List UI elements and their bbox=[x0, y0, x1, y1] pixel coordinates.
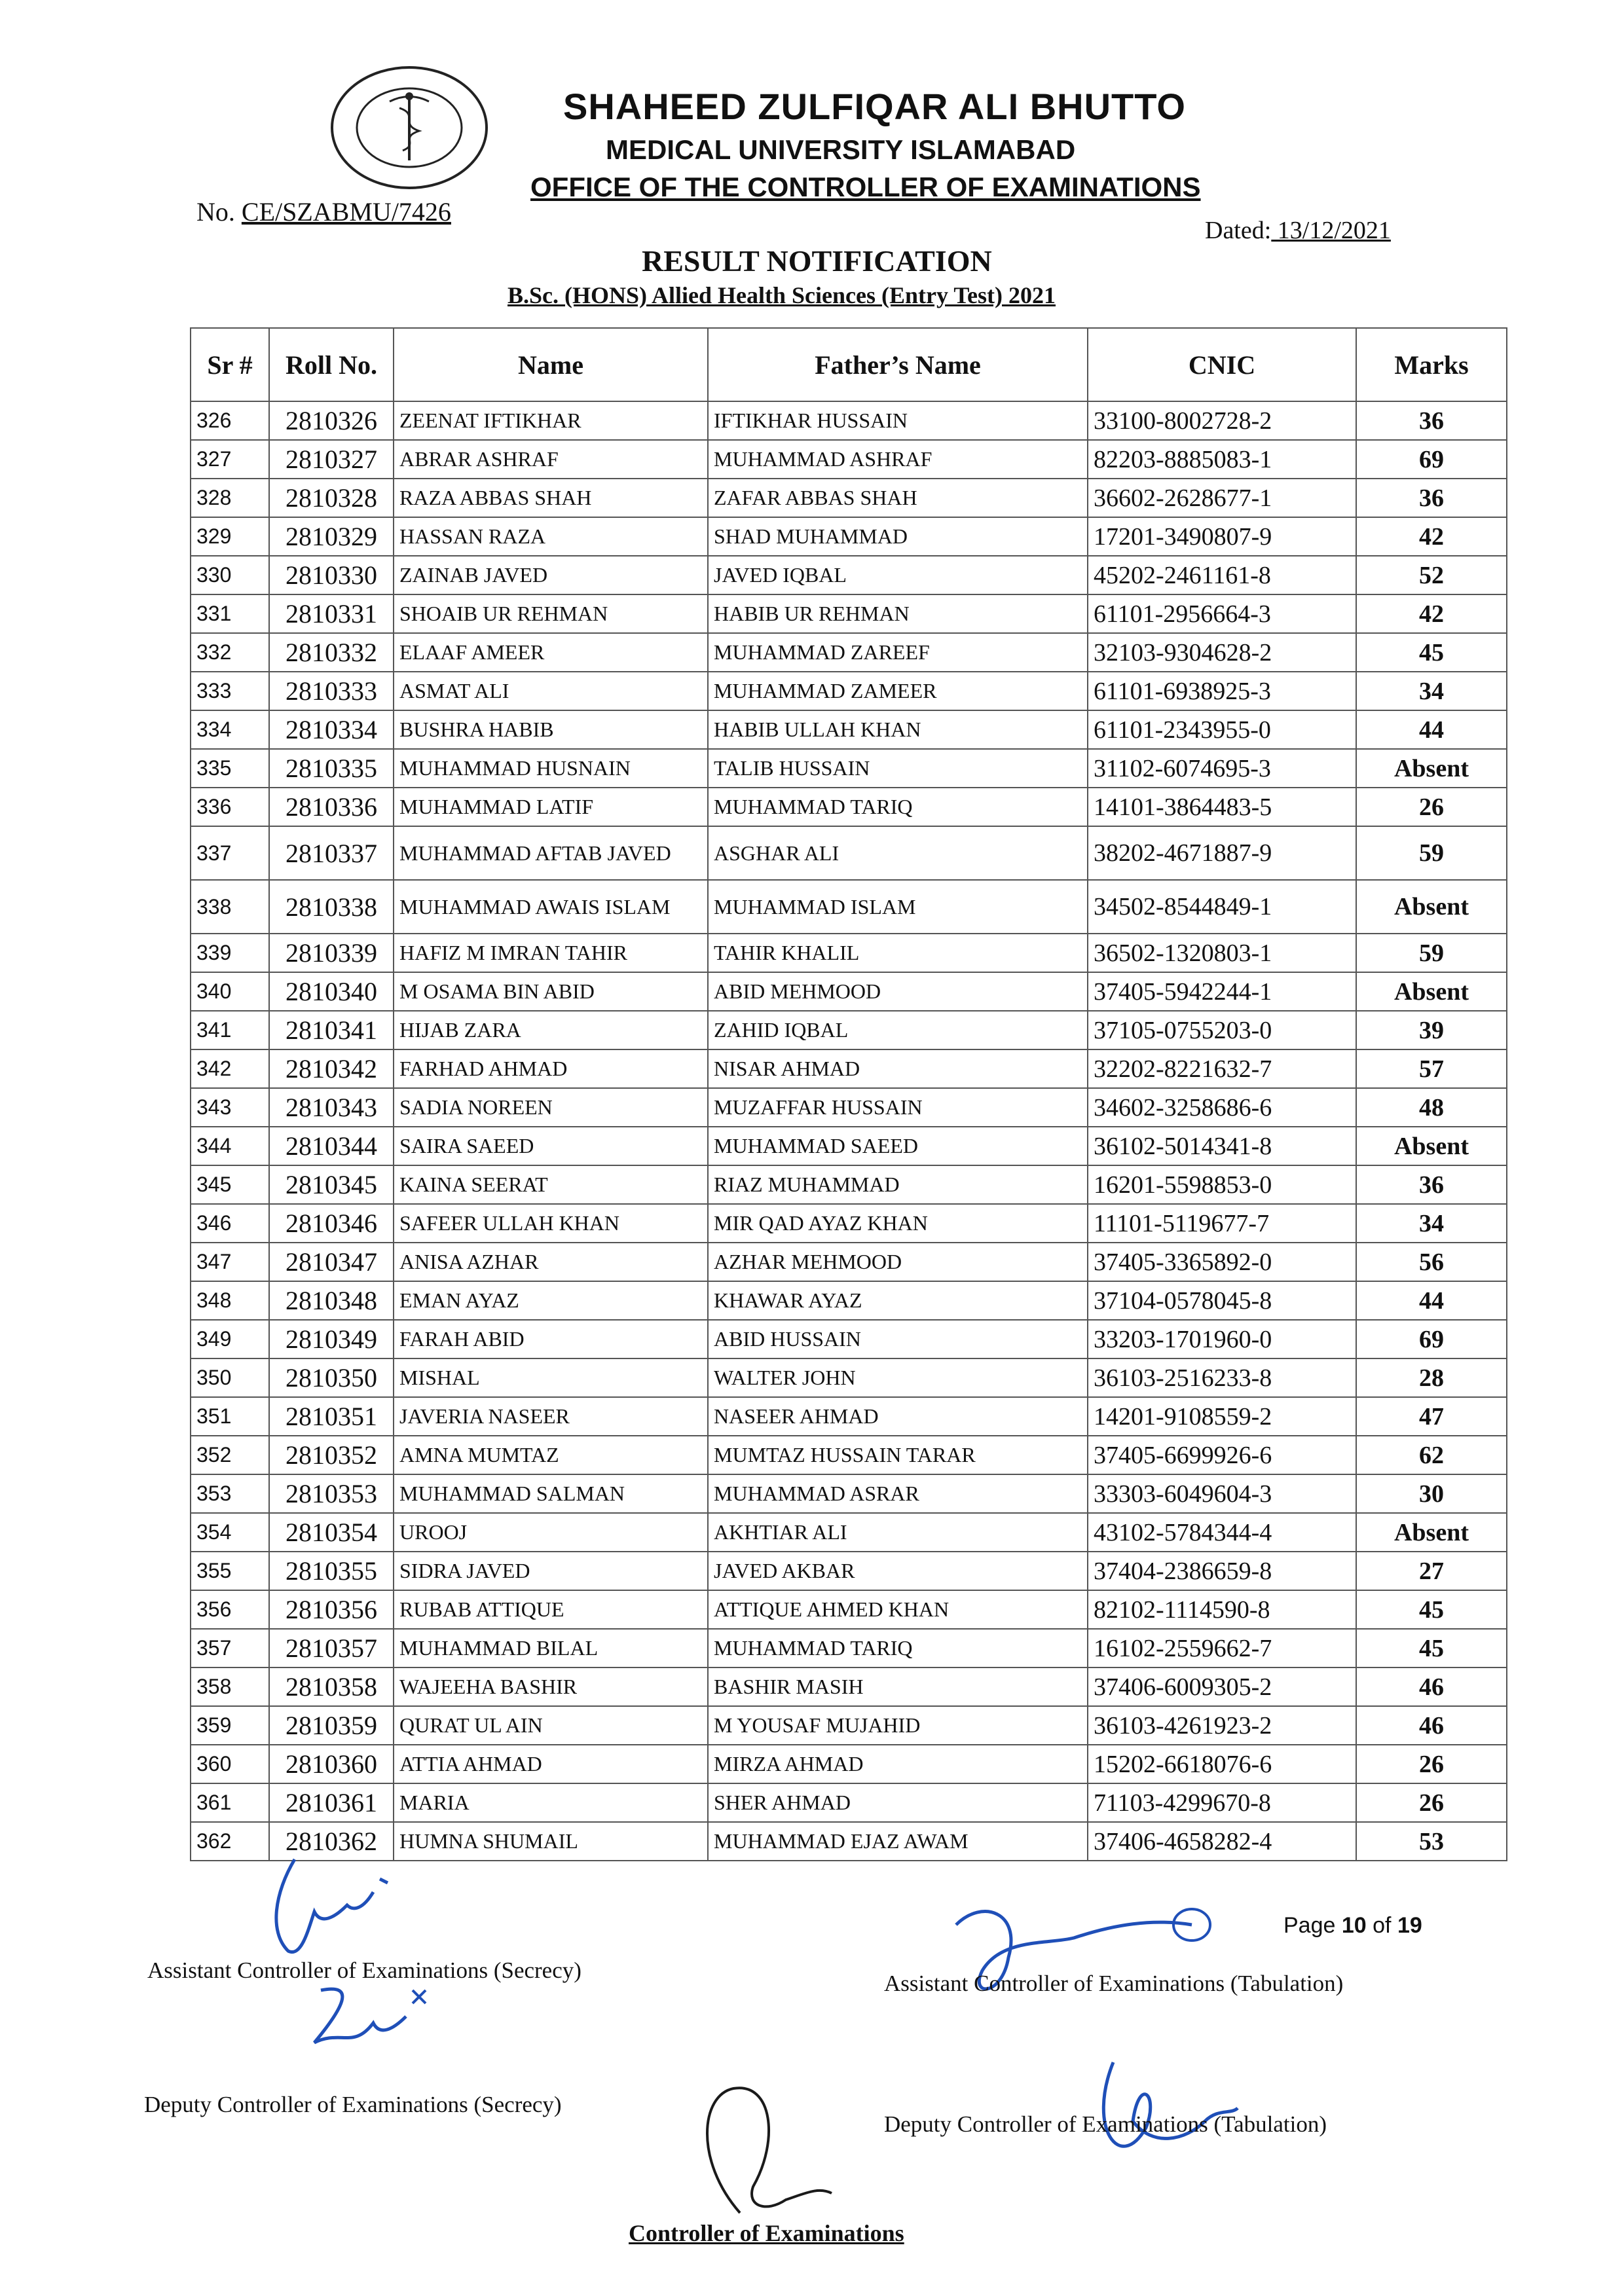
cell-father-name: RIAZ MUHAMMAD bbox=[708, 1165, 1088, 1204]
table-body bbox=[191, 401, 1507, 1861]
cell-roll-no: 2810361 bbox=[269, 1783, 394, 1822]
cell-father-name: ZAHID IQBAL bbox=[708, 1011, 1088, 1049]
table-row bbox=[191, 1436, 1507, 1474]
cell-sr: 350 bbox=[191, 1358, 269, 1397]
cell-sr: 354 bbox=[191, 1513, 269, 1552]
cell-name: MISHAL bbox=[394, 1358, 708, 1397]
cell-roll-no: 2810356 bbox=[269, 1590, 394, 1629]
cell-name: ASMAT ALI bbox=[394, 672, 708, 710]
cell-marks: 53 bbox=[1356, 1822, 1507, 1861]
cell-roll-no: 2810340 bbox=[269, 972, 394, 1011]
col-header-sr: Sr # bbox=[191, 328, 269, 401]
cell-cnic: 34502-8544849-1 bbox=[1088, 880, 1356, 934]
table-row bbox=[191, 749, 1507, 788]
cell-name: MUHAMMAD AWAIS ISLAM bbox=[394, 880, 708, 934]
cell-father-name: MUHAMMAD ASRAR bbox=[708, 1474, 1088, 1513]
cell-name: SAIRA SAEED bbox=[394, 1127, 708, 1165]
cell-marks: 46 bbox=[1356, 1706, 1507, 1745]
table-row bbox=[191, 1358, 1507, 1397]
cell-name: SAFEER ULLAH KHAN bbox=[394, 1204, 708, 1243]
cell-father-name: WALTER JOHN bbox=[708, 1358, 1088, 1397]
cell-name: SHOAIB UR REHMAN bbox=[394, 594, 708, 633]
cell-cnic: 37405-3365892-0 bbox=[1088, 1243, 1356, 1281]
cell-sr: 348 bbox=[191, 1281, 269, 1320]
ref-label: No. bbox=[196, 197, 235, 227]
table-row bbox=[191, 556, 1507, 594]
cell-name: ABRAR ASHRAF bbox=[394, 440, 708, 479]
cell-cnic: 14101-3864483-5 bbox=[1088, 788, 1356, 826]
cell-sr: 328 bbox=[191, 479, 269, 517]
cell-cnic: 61101-2956664-3 bbox=[1088, 594, 1356, 633]
cell-cnic: 37104-0578045-8 bbox=[1088, 1281, 1356, 1320]
sig-label-deputy-secrecy: Deputy Controller of Examinations (Secrecy) bbox=[144, 2092, 562, 2117]
cell-name: HAFIZ M IMRAN TAHIR bbox=[394, 934, 708, 972]
cell-sr: 330 bbox=[191, 556, 269, 594]
table-row bbox=[191, 1281, 1507, 1320]
cell-sr: 347 bbox=[191, 1243, 269, 1281]
cell-father-name: AKHTIAR ALI bbox=[708, 1513, 1088, 1552]
cell-name: QURAT UL AIN bbox=[394, 1706, 708, 1745]
cell-father-name: MUHAMMAD SAEED bbox=[708, 1127, 1088, 1165]
cell-marks: 45 bbox=[1356, 633, 1507, 672]
table-row bbox=[191, 1165, 1507, 1204]
cell-roll-no: 2810326 bbox=[269, 401, 394, 440]
cell-roll-no: 2810328 bbox=[269, 479, 394, 517]
cell-cnic: 34602-3258686-6 bbox=[1088, 1088, 1356, 1127]
cell-cnic: 37406-4658282-4 bbox=[1088, 1822, 1356, 1861]
table-row bbox=[191, 1629, 1507, 1667]
university-logo bbox=[324, 62, 494, 193]
cell-marks: 36 bbox=[1356, 401, 1507, 440]
table-row bbox=[191, 1320, 1507, 1358]
cell-cnic: 37105-0755203-0 bbox=[1088, 1011, 1356, 1049]
date-line bbox=[1205, 216, 1391, 245]
cell-cnic: 14201-9108559-2 bbox=[1088, 1397, 1356, 1436]
cell-cnic: 16201-5598853-0 bbox=[1088, 1165, 1356, 1204]
dated-value: 13/12/2021 bbox=[1271, 217, 1391, 244]
cell-father-name: MIRZA AHMAD bbox=[708, 1745, 1088, 1783]
cell-cnic: 15202-6618076-6 bbox=[1088, 1745, 1356, 1783]
cell-roll-no: 2810344 bbox=[269, 1127, 394, 1165]
table-row bbox=[191, 1127, 1507, 1165]
cell-sr: 343 bbox=[191, 1088, 269, 1127]
table-row bbox=[191, 934, 1507, 972]
cell-roll-no: 2810353 bbox=[269, 1474, 394, 1513]
cell-marks: Absent bbox=[1356, 880, 1507, 934]
cell-sr: 361 bbox=[191, 1783, 269, 1822]
cell-marks: 30 bbox=[1356, 1474, 1507, 1513]
col-header-marks: Marks bbox=[1356, 328, 1507, 401]
cell-cnic: 36103-2516233-8 bbox=[1088, 1358, 1356, 1397]
signature-controller-icon bbox=[681, 2082, 851, 2232]
cell-roll-no: 2810357 bbox=[269, 1629, 394, 1667]
cell-sr: 345 bbox=[191, 1165, 269, 1204]
sig-label-controller: Controller of Examinations bbox=[629, 2220, 904, 2246]
cell-marks: 28 bbox=[1356, 1358, 1507, 1397]
cell-sr: 335 bbox=[191, 749, 269, 788]
cell-roll-no: 2810327 bbox=[269, 440, 394, 479]
cell-marks: 46 bbox=[1356, 1667, 1507, 1706]
col-header-cnic: CNIC bbox=[1088, 328, 1356, 401]
cell-sr: 362 bbox=[191, 1822, 269, 1861]
cell-sr: 353 bbox=[191, 1474, 269, 1513]
cell-roll-no: 2810342 bbox=[269, 1049, 394, 1088]
cell-roll-no: 2810333 bbox=[269, 672, 394, 710]
cell-marks: 26 bbox=[1356, 788, 1507, 826]
cell-name: HASSAN RAZA bbox=[394, 517, 708, 556]
cell-roll-no: 2810355 bbox=[269, 1552, 394, 1590]
cell-name: MUHAMMAD HUSNAIN bbox=[394, 749, 708, 788]
cell-roll-no: 2810349 bbox=[269, 1320, 394, 1358]
dated-label: Dated: bbox=[1205, 217, 1272, 244]
cell-father-name: MUHAMMAD ZAREEF bbox=[708, 633, 1088, 672]
cell-father-name: ATTIQUE AHMED KHAN bbox=[708, 1590, 1088, 1629]
cell-sr: 346 bbox=[191, 1204, 269, 1243]
cell-father-name: JAVED AKBAR bbox=[708, 1552, 1088, 1590]
cell-marks: 48 bbox=[1356, 1088, 1507, 1127]
cell-marks: 69 bbox=[1356, 1320, 1507, 1358]
cell-father-name: MUHAMMAD EJAZ AWAM bbox=[708, 1822, 1088, 1861]
document-subtitle: B.Sc. (HONS) Allied Health Sciences (Entry Test) 2021 bbox=[507, 282, 1056, 308]
table-row bbox=[191, 1667, 1507, 1706]
table-row bbox=[191, 880, 1507, 934]
page-indicator bbox=[1283, 1913, 1422, 1939]
cell-name: SADIA NOREEN bbox=[394, 1088, 708, 1127]
table-row bbox=[191, 401, 1507, 440]
table-row bbox=[191, 1783, 1507, 1822]
cell-sr: 344 bbox=[191, 1127, 269, 1165]
cell-roll-no: 2810330 bbox=[269, 556, 394, 594]
table-row bbox=[191, 1552, 1507, 1590]
cell-name: AMNA MUMTAZ bbox=[394, 1436, 708, 1474]
cell-sr: 355 bbox=[191, 1552, 269, 1590]
cell-father-name: M YOUSAF MUJAHID bbox=[708, 1706, 1088, 1745]
signature-asst-tabulation-icon bbox=[943, 1899, 1218, 2016]
cell-cnic: 37406-6009305-2 bbox=[1088, 1667, 1356, 1706]
table-row bbox=[191, 1513, 1507, 1552]
ref-value: CE/SZABMU/7426 bbox=[241, 197, 451, 227]
cell-father-name: HABIB ULLAH KHAN bbox=[708, 710, 1088, 749]
cell-father-name: MUHAMMAD ASHRAF bbox=[708, 440, 1088, 479]
cell-marks: Absent bbox=[1356, 749, 1507, 788]
cell-cnic: 36103-4261923-2 bbox=[1088, 1706, 1356, 1745]
cell-roll-no: 2810347 bbox=[269, 1243, 394, 1281]
cell-name: FARHAD AHMAD bbox=[394, 1049, 708, 1088]
cell-cnic: 82102-1114590-8 bbox=[1088, 1590, 1356, 1629]
cell-name: M OSAMA BIN ABID bbox=[394, 972, 708, 1011]
table-row bbox=[191, 788, 1507, 826]
cell-name: ANISA AZHAR bbox=[394, 1243, 708, 1281]
cell-father-name: NISAR AHMAD bbox=[708, 1049, 1088, 1088]
cell-cnic: 32202-8221632-7 bbox=[1088, 1049, 1356, 1088]
cell-father-name: AZHAR MEHMOOD bbox=[708, 1243, 1088, 1281]
cell-name: ELAAF AMEER bbox=[394, 633, 708, 672]
cell-marks: 59 bbox=[1356, 934, 1507, 972]
cell-marks: 36 bbox=[1356, 479, 1507, 517]
cell-sr: 331 bbox=[191, 594, 269, 633]
cell-father-name: ZAFAR ABBAS SHAH bbox=[708, 479, 1088, 517]
cell-sr: 342 bbox=[191, 1049, 269, 1088]
table-row bbox=[191, 440, 1507, 479]
cell-name: WAJEEHA BASHIR bbox=[394, 1667, 708, 1706]
reference-number bbox=[196, 196, 451, 227]
cell-cnic: 45202-2461161-8 bbox=[1088, 556, 1356, 594]
table-row bbox=[191, 633, 1507, 672]
cell-roll-no: 2810362 bbox=[269, 1822, 394, 1861]
cell-roll-no: 2810338 bbox=[269, 880, 394, 934]
cell-sr: 329 bbox=[191, 517, 269, 556]
cell-marks: 59 bbox=[1356, 826, 1507, 880]
cell-sr: 327 bbox=[191, 440, 269, 479]
cell-father-name: NASEER AHMAD bbox=[708, 1397, 1088, 1436]
cell-roll-no: 2810335 bbox=[269, 749, 394, 788]
cell-marks: 56 bbox=[1356, 1243, 1507, 1281]
cell-sr: 340 bbox=[191, 972, 269, 1011]
cell-sr: 332 bbox=[191, 633, 269, 672]
cell-sr: 359 bbox=[191, 1706, 269, 1745]
cell-sr: 352 bbox=[191, 1436, 269, 1474]
cell-roll-no: 2810341 bbox=[269, 1011, 394, 1049]
page-of: of bbox=[1373, 1913, 1392, 1938]
cell-name: RAZA ABBAS SHAH bbox=[394, 479, 708, 517]
cell-cnic: 33203-1701960-0 bbox=[1088, 1320, 1356, 1358]
cell-name: MUHAMMAD LATIF bbox=[394, 788, 708, 826]
cell-name: ZAINAB JAVED bbox=[394, 556, 708, 594]
cell-name: JAVERIA NASEER bbox=[394, 1397, 708, 1436]
col-header-roll: Roll No. bbox=[269, 328, 394, 401]
cell-name: ATTIA AHMAD bbox=[394, 1745, 708, 1783]
cell-name: HUMNA SHUMAIL bbox=[394, 1822, 708, 1861]
cell-cnic: 17201-3490807-9 bbox=[1088, 517, 1356, 556]
cell-marks: 26 bbox=[1356, 1745, 1507, 1783]
table-row bbox=[191, 1049, 1507, 1088]
cell-sr: 349 bbox=[191, 1320, 269, 1358]
cell-cnic: 43102-5784344-4 bbox=[1088, 1513, 1356, 1552]
cell-roll-no: 2810351 bbox=[269, 1397, 394, 1436]
cell-roll-no: 2810359 bbox=[269, 1706, 394, 1745]
cell-roll-no: 2810329 bbox=[269, 517, 394, 556]
cell-cnic: 38202-4671887-9 bbox=[1088, 826, 1356, 880]
table-row bbox=[191, 594, 1507, 633]
table-row bbox=[191, 972, 1507, 1011]
sig-label-deputy-tabulation: Deputy Controller of Examinations (Tabulation) bbox=[884, 2111, 1327, 2137]
cell-cnic: 16102-2559662-7 bbox=[1088, 1629, 1356, 1667]
cell-cnic: 33303-6049604-3 bbox=[1088, 1474, 1356, 1513]
cell-marks: 44 bbox=[1356, 710, 1507, 749]
cell-sr: 356 bbox=[191, 1590, 269, 1629]
cell-roll-no: 2810336 bbox=[269, 788, 394, 826]
table-row bbox=[191, 1204, 1507, 1243]
cell-cnic: 36102-5014341-8 bbox=[1088, 1127, 1356, 1165]
cell-cnic: 37405-6699926-6 bbox=[1088, 1436, 1356, 1474]
cell-father-name: ABID HUSSAIN bbox=[708, 1320, 1088, 1358]
cell-cnic: 31102-6074695-3 bbox=[1088, 749, 1356, 788]
cell-father-name: MUZAFFAR HUSSAIN bbox=[708, 1088, 1088, 1127]
table-row bbox=[191, 1474, 1507, 1513]
document-title: RESULT NOTIFICATION bbox=[642, 244, 992, 278]
cell-father-name: IFTIKHAR HUSSAIN bbox=[708, 401, 1088, 440]
cell-name: MUHAMMAD SALMAN bbox=[394, 1474, 708, 1513]
cell-roll-no: 2810352 bbox=[269, 1436, 394, 1474]
cell-sr: 341 bbox=[191, 1011, 269, 1049]
cell-name: BUSHRA HABIB bbox=[394, 710, 708, 749]
table-row bbox=[191, 1706, 1507, 1745]
cell-cnic: 37404-2386659-8 bbox=[1088, 1552, 1356, 1590]
cell-cnic: 71103-4299670-8 bbox=[1088, 1783, 1356, 1822]
cell-marks: 34 bbox=[1356, 1204, 1507, 1243]
cell-marks: 27 bbox=[1356, 1552, 1507, 1590]
cell-father-name: HABIB UR REHMAN bbox=[708, 594, 1088, 633]
cell-marks: Absent bbox=[1356, 1513, 1507, 1552]
table-row bbox=[191, 672, 1507, 710]
cell-roll-no: 2810346 bbox=[269, 1204, 394, 1243]
cell-roll-no: 2810334 bbox=[269, 710, 394, 749]
cell-roll-no: 2810348 bbox=[269, 1281, 394, 1320]
university-name-line2: MEDICAL UNIVERSITY ISLAMABAD bbox=[606, 134, 1076, 165]
table-row bbox=[191, 1088, 1507, 1127]
cell-marks: Absent bbox=[1356, 1127, 1507, 1165]
cell-father-name: JAVED IQBAL bbox=[708, 556, 1088, 594]
cell-marks: 42 bbox=[1356, 594, 1507, 633]
table-row bbox=[191, 710, 1507, 749]
cell-roll-no: 2810360 bbox=[269, 1745, 394, 1783]
cell-name: EMAN AYAZ bbox=[394, 1281, 708, 1320]
cell-marks: 52 bbox=[1356, 556, 1507, 594]
col-header-father: Father’s Name bbox=[708, 328, 1088, 401]
cell-cnic: 32103-9304628-2 bbox=[1088, 633, 1356, 672]
cell-roll-no: 2810350 bbox=[269, 1358, 394, 1397]
cell-marks: 44 bbox=[1356, 1281, 1507, 1320]
col-header-name: Name bbox=[394, 328, 708, 401]
page-current: 10 bbox=[1341, 1913, 1367, 1938]
table-row bbox=[191, 1745, 1507, 1783]
cell-sr: 360 bbox=[191, 1745, 269, 1783]
cell-cnic: 36602-2628677-1 bbox=[1088, 479, 1356, 517]
cell-father-name: MUHAMMAD ZAMEER bbox=[708, 672, 1088, 710]
cell-father-name: MUHAMMAD TARIQ bbox=[708, 788, 1088, 826]
page-label: Page bbox=[1283, 1913, 1336, 1938]
cell-father-name: ABID MEHMOOD bbox=[708, 972, 1088, 1011]
table-row bbox=[191, 517, 1507, 556]
cell-father-name: MUHAMMAD TARIQ bbox=[708, 1629, 1088, 1667]
table-row bbox=[191, 1243, 1507, 1281]
cell-sr: 357 bbox=[191, 1629, 269, 1667]
cell-cnic: 61101-6938925-3 bbox=[1088, 672, 1356, 710]
cell-marks: 34 bbox=[1356, 672, 1507, 710]
result-table bbox=[190, 327, 1507, 1861]
cell-sr: 338 bbox=[191, 880, 269, 934]
cell-cnic: 36502-1320803-1 bbox=[1088, 934, 1356, 972]
cell-name: KAINA SEERAT bbox=[394, 1165, 708, 1204]
cell-father-name: SHER AHMAD bbox=[708, 1783, 1088, 1822]
cell-father-name: KHAWAR AYAZ bbox=[708, 1281, 1088, 1320]
cell-roll-no: 2810331 bbox=[269, 594, 394, 633]
cell-sr: 333 bbox=[191, 672, 269, 710]
cell-marks: Absent bbox=[1356, 972, 1507, 1011]
cell-cnic: 11101-5119677-7 bbox=[1088, 1204, 1356, 1243]
cell-cnic: 82203-8885083-1 bbox=[1088, 440, 1356, 479]
cell-roll-no: 2810354 bbox=[269, 1513, 394, 1552]
page-total: 19 bbox=[1397, 1913, 1422, 1938]
cell-sr: 334 bbox=[191, 710, 269, 749]
cell-cnic: 61101-2343955-0 bbox=[1088, 710, 1356, 749]
cell-marks: 45 bbox=[1356, 1590, 1507, 1629]
cell-father-name: TAHIR KHALIL bbox=[708, 934, 1088, 972]
table-row bbox=[191, 1397, 1507, 1436]
office-name: OFFICE OF THE CONTROLLER OF EXAMINATIONS bbox=[530, 172, 1201, 202]
cell-name: UROOJ bbox=[394, 1513, 708, 1552]
cell-marks: 47 bbox=[1356, 1397, 1507, 1436]
cell-roll-no: 2810358 bbox=[269, 1667, 394, 1706]
cell-marks: 39 bbox=[1356, 1011, 1507, 1049]
cell-roll-no: 2810337 bbox=[269, 826, 394, 880]
cell-marks: 26 bbox=[1356, 1783, 1507, 1822]
cell-cnic: 33100-8002728-2 bbox=[1088, 401, 1356, 440]
table-header-row bbox=[191, 328, 1507, 401]
table-row bbox=[191, 1590, 1507, 1629]
cell-name: RUBAB ATTIQUE bbox=[394, 1590, 708, 1629]
cell-marks: 57 bbox=[1356, 1049, 1507, 1088]
cell-father-name: ASGHAR ALI bbox=[708, 826, 1088, 880]
cell-name: MARIA bbox=[394, 1783, 708, 1822]
cell-cnic: 37405-5942244-1 bbox=[1088, 972, 1356, 1011]
cell-roll-no: 2810332 bbox=[269, 633, 394, 672]
cell-father-name: BASHIR MASIH bbox=[708, 1667, 1088, 1706]
cell-father-name: SHAD MUHAMMAD bbox=[708, 517, 1088, 556]
cell-roll-no: 2810339 bbox=[269, 934, 394, 972]
cell-name: ZEENAT IFTIKHAR bbox=[394, 401, 708, 440]
table-row bbox=[191, 479, 1507, 517]
sig-label-asst-secrecy: Assistant Controller of Examinations (Secrecy) bbox=[147, 1958, 581, 1983]
cell-sr: 351 bbox=[191, 1397, 269, 1436]
cell-marks: 45 bbox=[1356, 1629, 1507, 1667]
cell-marks: 42 bbox=[1356, 517, 1507, 556]
cell-roll-no: 2810345 bbox=[269, 1165, 394, 1204]
cell-father-name: MIR QAD AYAZ KHAN bbox=[708, 1204, 1088, 1243]
cell-sr: 337 bbox=[191, 826, 269, 880]
cell-sr: 339 bbox=[191, 934, 269, 972]
table-row bbox=[191, 826, 1507, 880]
cell-name: FARAH ABID bbox=[394, 1320, 708, 1358]
cell-sr: 336 bbox=[191, 788, 269, 826]
cell-name: HIJAB ZARA bbox=[394, 1011, 708, 1049]
cell-marks: 69 bbox=[1356, 440, 1507, 479]
cell-marks: 62 bbox=[1356, 1436, 1507, 1474]
cell-name: MUHAMMAD BILAL bbox=[394, 1629, 708, 1667]
cell-sr: 326 bbox=[191, 401, 269, 440]
cell-roll-no: 2810343 bbox=[269, 1088, 394, 1127]
signature-asst-secrecy-icon bbox=[249, 1853, 406, 1964]
cell-father-name: TALIB HUSSAIN bbox=[708, 749, 1088, 788]
cell-sr: 358 bbox=[191, 1667, 269, 1706]
cell-name: SIDRA JAVED bbox=[394, 1552, 708, 1590]
sig-label-asst-tabulation: Assistant Controller of Examinations (Tabulation) bbox=[884, 1971, 1344, 1996]
table-row bbox=[191, 1011, 1507, 1049]
cell-father-name: MUHAMMAD ISLAM bbox=[708, 880, 1088, 934]
signature-deputy-secrecy-icon bbox=[295, 1977, 439, 2075]
cell-father-name: MUMTAZ HUSSAIN TARAR bbox=[708, 1436, 1088, 1474]
cell-marks: 36 bbox=[1356, 1165, 1507, 1204]
cell-name: MUHAMMAD AFTAB JAVED bbox=[394, 826, 708, 880]
university-name-line1: SHAHEED ZULFIQAR ALI BHUTTO bbox=[563, 86, 1186, 127]
